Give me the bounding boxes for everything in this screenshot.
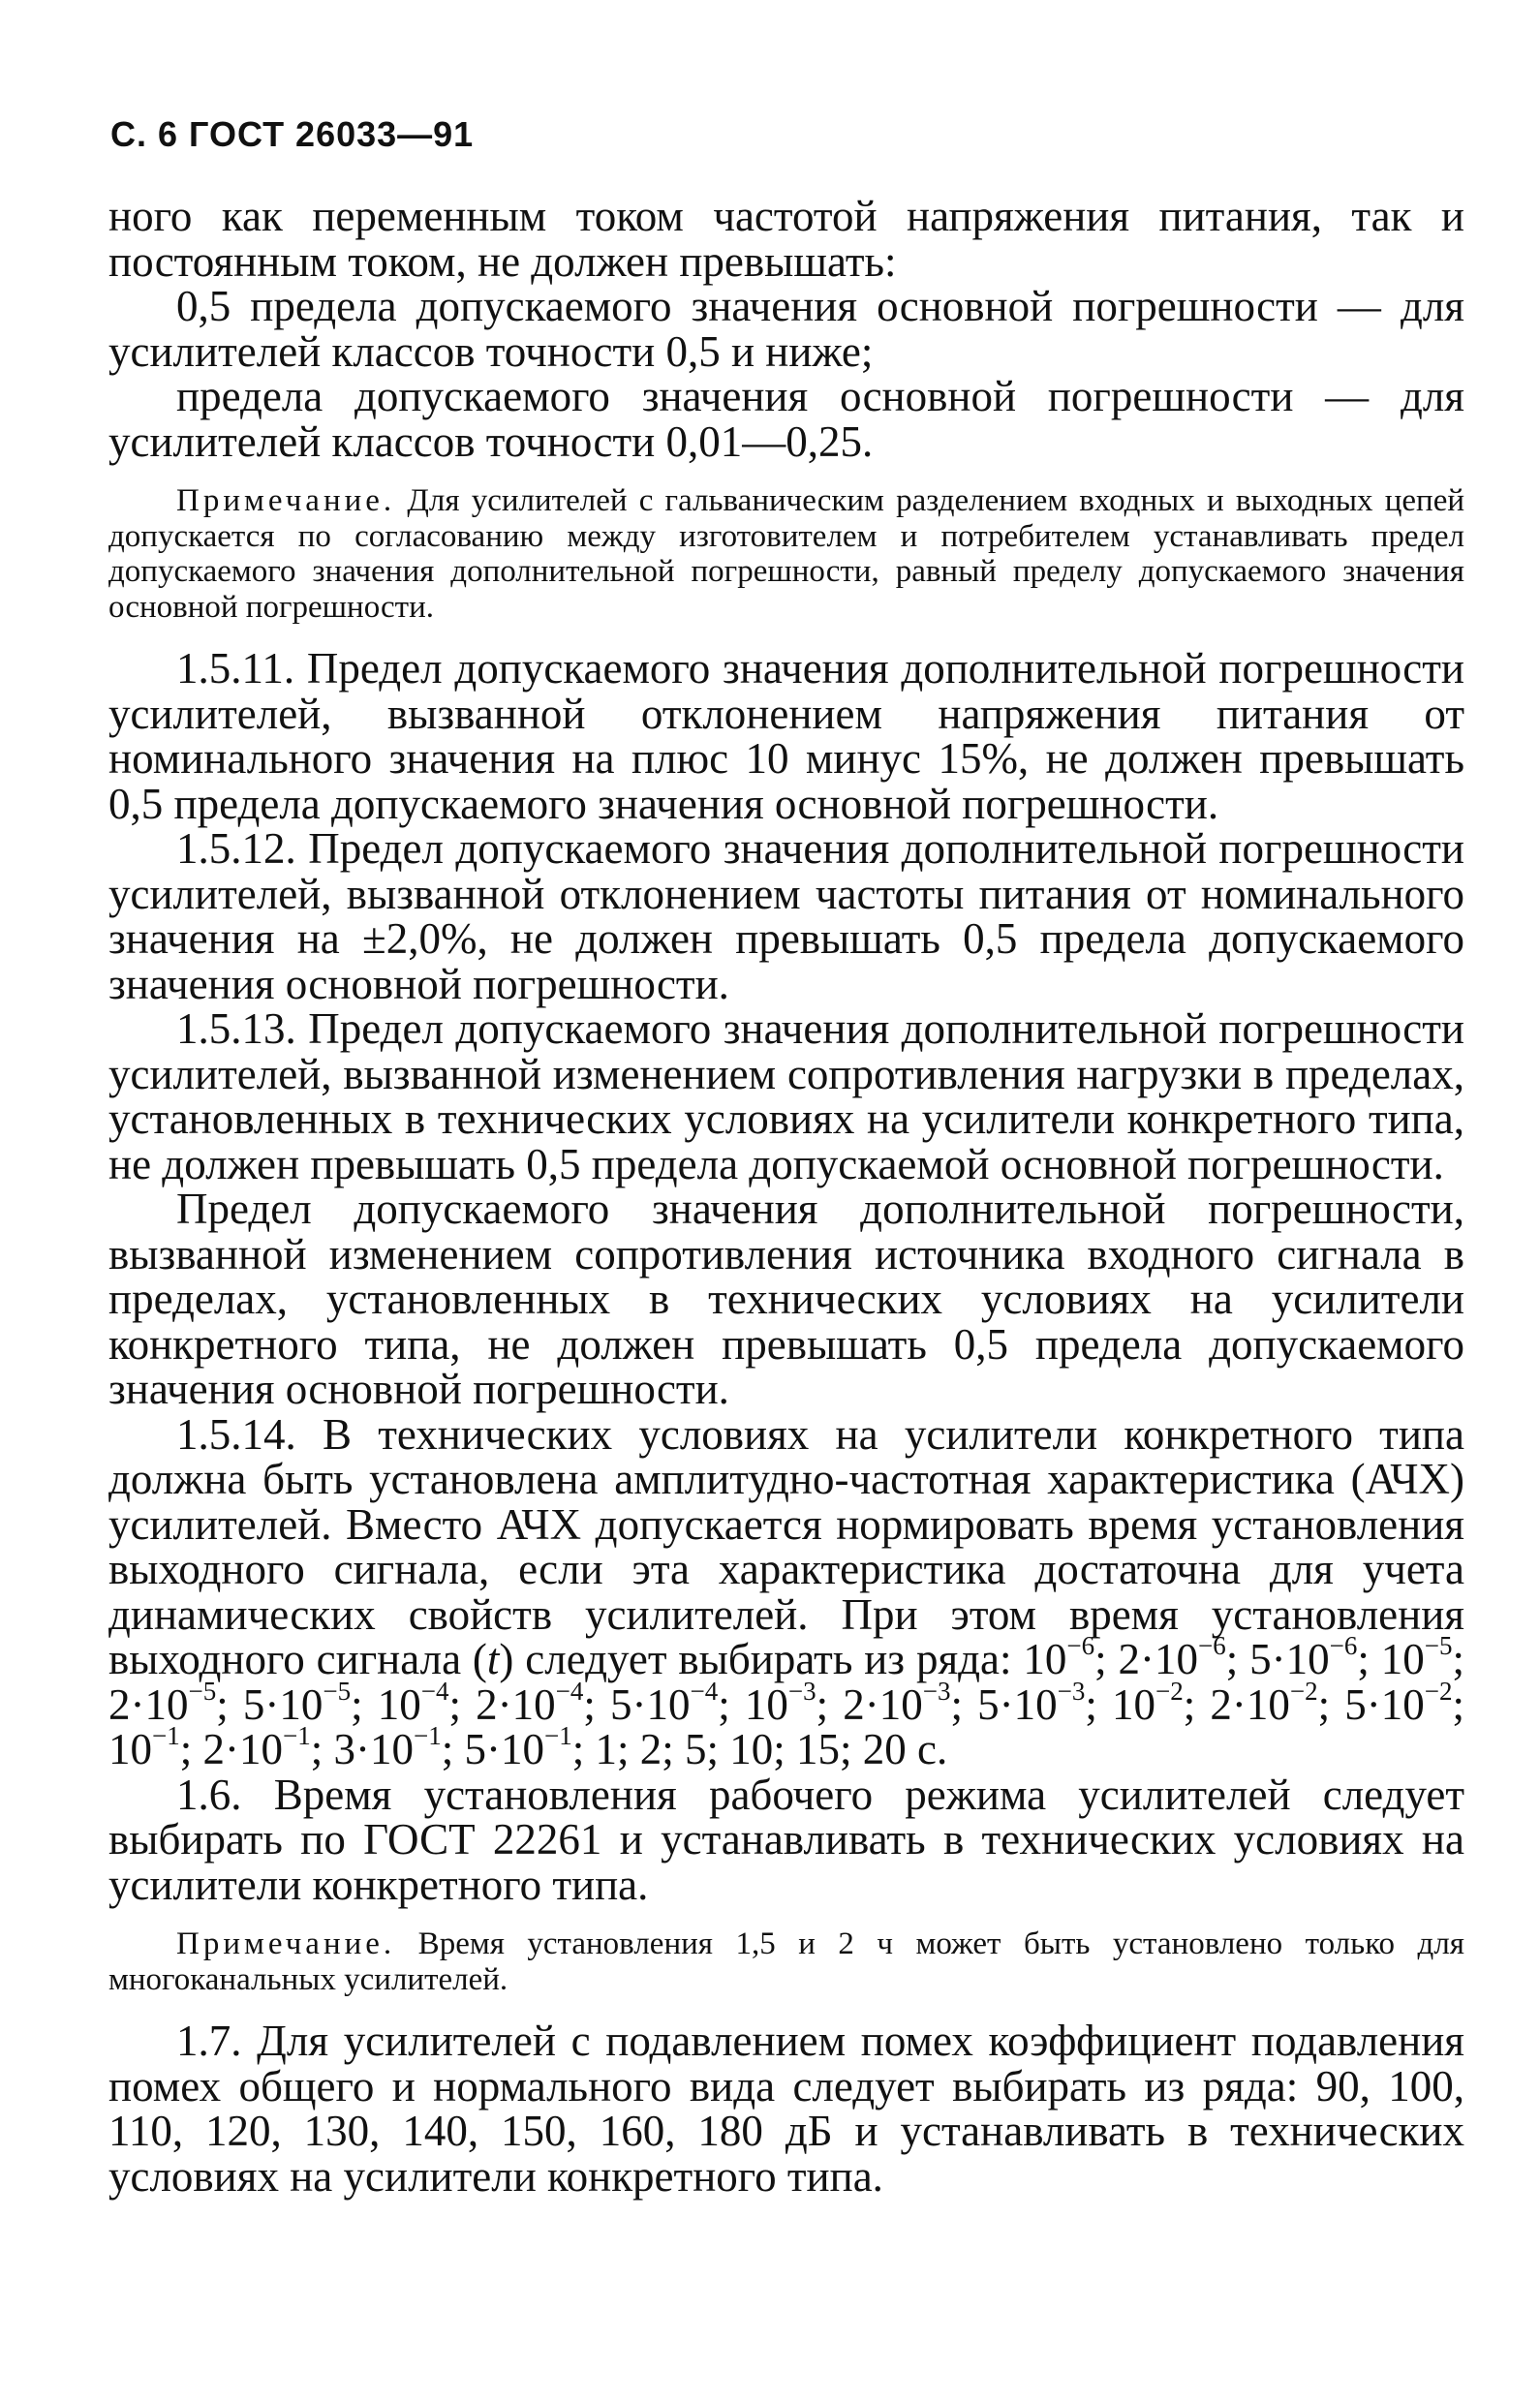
p-1-5-14-t: t — [486, 1635, 500, 1683]
series-value: ; $10^{-4}$ — [351, 1676, 449, 1729]
series-value: ; $2\cdot 10^{-2}$ — [1183, 1676, 1318, 1729]
series-mantissa: 10 — [744, 1679, 788, 1729]
series-mantissa: 2·10 — [1118, 1635, 1198, 1683]
series-exponent: −2 — [1155, 1676, 1184, 1706]
series-mantissa: 5·10 — [1344, 1679, 1425, 1729]
series-mantissa: 5·10 — [1249, 1635, 1330, 1683]
note-settling-time — [108, 1926, 1464, 1997]
page-header: С. 6 ГОСТ 26033—91 — [110, 114, 475, 154]
series-value: ; $10^{-1}$ — [108, 1679, 1464, 1773]
series-exponent: −1 — [283, 1720, 311, 1750]
series-exponent: −1 — [544, 1720, 572, 1750]
series-exponent: −4 — [420, 1676, 449, 1706]
series-exponent: −6 — [1329, 1630, 1358, 1660]
series-exponent: −5 — [323, 1676, 352, 1706]
series-exponent: −6 — [1066, 1630, 1095, 1660]
paragraph-item-accuracy-low: 0,5 предела допускаемого значения основной погрешности — для усилителей классов точности 0,5 и ниже; — [108, 282, 1464, 376]
series-mantissa: 2·10 — [108, 1679, 189, 1729]
paragraph-1-5-11: 1.5.11. Предел допускаемого значения дополнительной погрешности усилителей, вызванной отклонением напряжения питания от номинального значения на плюс 10 минус 15%, не должен превышать 0,5 предела допускаемого значения основной погрешности. — [108, 644, 1464, 828]
paragraph-1-5-12: 1.5.12. Предел допускаемого значения дополнительной погрешности усилителей, вызванной отклонением частоты питания от номинального значения на ±2,0%, не должен превышать 0,5 предела допускаемого значения основной погрешности. — [108, 824, 1464, 1008]
note-label: Примечание. — [176, 1926, 396, 1961]
series-exponent: −2 — [1289, 1676, 1318, 1706]
series-value: ; $5\cdot 10^{-3}$ — [950, 1676, 1086, 1729]
note-galvanic-isolation — [108, 483, 1464, 625]
paragraph-1-5-14 — [108, 1409, 1464, 1773]
series-exponent: −6 — [1198, 1630, 1226, 1660]
document-body — [108, 194, 1464, 2199]
p-1-5-14-intro: 1.5.14. В технических условиях на усилители конкретного типа должна быть установлена амплитудно-частотная характеристика (АЧХ) усилителей. Вместо АЧХ допускается нормировать время установления выходного сигнала, если эта характеристика достаточна для учета динамических свойств усилителей. При этом время установления выходного сигнала ( — [108, 1409, 1464, 1683]
series-exponent: −1 — [152, 1720, 180, 1750]
series-exponent: −3 — [787, 1676, 816, 1706]
series-value: ; $10^{-2}$ — [1085, 1676, 1184, 1729]
paragraph-1-7: 1.7. Для усилителей с подавлением помех коэффициент подавления помех общего и нормального вида следует выбирать из ряда: 90, 100, 110, 120, 130, 140, 150, 160, 180 дБ и устанавливать в технических условиях на усилители конкретного типа. — [108, 2017, 1464, 2201]
series-value: ; $2\cdot 10^{-6}$ — [1094, 1630, 1226, 1683]
series-mantissa: 5·10 — [977, 1679, 1058, 1729]
series-tail: ; 1; 2; 5; 10; 15; 20 с. — [571, 1725, 948, 1773]
series-value: ; $3\cdot 10^{-1}$ — [310, 1720, 442, 1773]
series-value: ; $5\cdot 10^{-5}$ — [216, 1676, 352, 1729]
series-value: ; $5\cdot 10^{-2}$ — [1317, 1676, 1453, 1729]
series-exponent: −5 — [188, 1676, 217, 1706]
series-mantissa: 10 — [108, 1725, 152, 1773]
series-mantissa: 2·10 — [476, 1679, 556, 1729]
series-mantissa: 3·10 — [333, 1725, 414, 1773]
series-mantissa: 5·10 — [464, 1725, 544, 1773]
series-exponent: −4 — [555, 1676, 584, 1706]
series-value: ; $2\cdot 10^{-4}$ — [448, 1676, 584, 1729]
note-label: Примечание. — [176, 483, 396, 518]
series-mantissa: 10 — [1112, 1679, 1155, 1729]
series-mantissa: 5·10 — [242, 1679, 323, 1729]
series-value: ; $10^{-5}$ — [1357, 1630, 1453, 1683]
p-1-5-14-mid: ) следует выбирать из ряда: — [499, 1635, 1012, 1683]
series-value: ; $5\cdot 10^{-4}$ — [583, 1676, 719, 1729]
paragraph-source-resistance: Предел допускаемого значения дополнительной погрешности, вызванной изменением сопротивления источника входного сигнала в пределах, установленных в технических условиях на усилители конкретного типа, не должен превышать 0,5 предела допускаемого значения основной погрешности. — [108, 1185, 1464, 1413]
series-exponent: −5 — [1424, 1630, 1453, 1660]
paragraph-continuation: ного как переменным током частотой напряжения питания, так и постоянным током, не должен превышать: — [108, 192, 1464, 286]
series-exponent: −3 — [1057, 1676, 1086, 1706]
note-text: Время установления 1,5 и 2 ч может быть установлено только для многоканальных усилителей. — [108, 1926, 1464, 1997]
series-value: ; $2\cdot 10^{-3}$ — [816, 1676, 951, 1729]
series-mantissa: 2·10 — [1210, 1679, 1290, 1729]
series-mantissa: 10 — [1023, 1635, 1067, 1683]
series-value: ; $5\cdot 10^{-6}$ — [1225, 1630, 1358, 1683]
paragraph-1-5-13: 1.5.13. Предел допускаемого значения дополнительной погрешности усилителей, вызванной изменением сопротивления нагрузки в пределах, установленных в технических условиях на усилители конкретного типа, не должен превышать 0,5 предела допускаемой основной погрешности. — [108, 1004, 1464, 1188]
series-value: ; $2\cdot 10^{-5}$ — [108, 1635, 1464, 1729]
series-mantissa: 10 — [1380, 1635, 1425, 1683]
series-mantissa: 10 — [377, 1679, 421, 1729]
paragraph-1-6: 1.6. Время установления рабочего режима усилителей следует выбирать по ГОСТ 22261 и устанавливать в технических условиях на усилители конкретного типа. — [108, 1770, 1464, 1909]
series-exponent: −4 — [690, 1676, 719, 1706]
series-value: ; $5\cdot 10^{-1}$ — [441, 1720, 572, 1773]
series-mantissa: 2·10 — [202, 1725, 283, 1773]
series-mantissa: 2·10 — [843, 1679, 923, 1729]
series-value: ; $10^{-3}$ — [718, 1676, 816, 1729]
series-exponent: −3 — [922, 1676, 951, 1706]
series-exponent: −1 — [414, 1720, 442, 1750]
series-value: ; $2\cdot 10^{-1}$ — [179, 1720, 311, 1773]
series-exponent: −2 — [1424, 1676, 1453, 1706]
paragraph-item-accuracy-high: предела допускаемого значения основной погрешности — для усилителей классов точности 0,01—0,25. — [108, 372, 1464, 466]
series-mantissa: 5·10 — [610, 1679, 691, 1729]
note-text: Для усилителей с гальваническим разделением входных и выходных цепей допускается по согласованию между изготовителем и потребителем устанавливать предел допускаемого значения дополнительной погрешности, равный пределу допускаемого значения основной погрешности. — [108, 483, 1464, 625]
